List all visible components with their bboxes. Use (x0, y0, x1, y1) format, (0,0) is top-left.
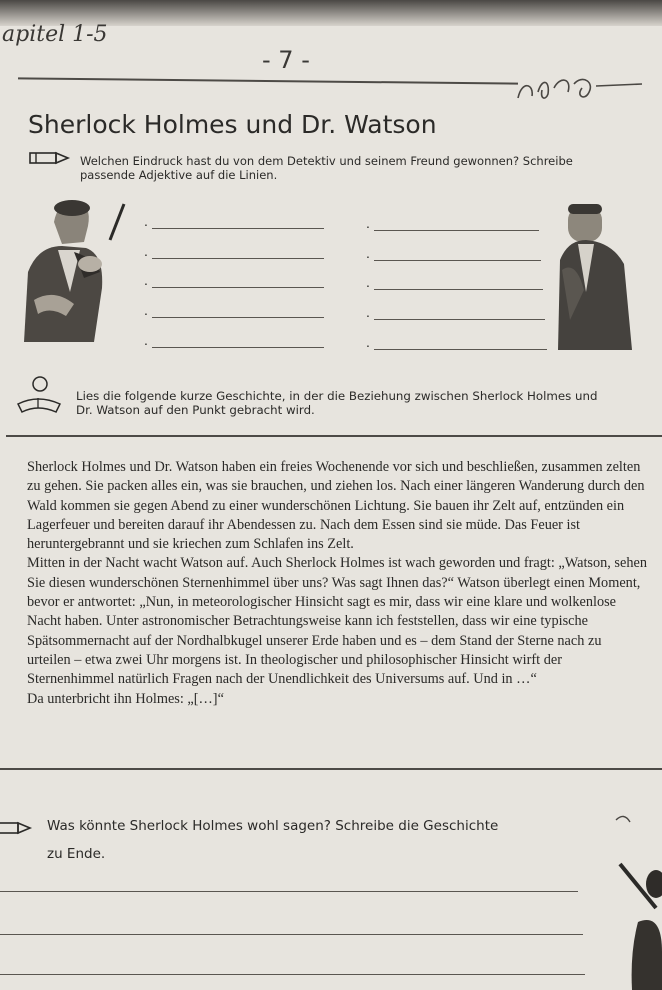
answer-line[interactable] (152, 316, 324, 318)
task1-line2: passende Adjektive auf die Linien. (80, 168, 278, 182)
story-paragraph: Sherlock Holmes und Dr. Watson haben ein freies Wochenende vor sich und beschließen, zusammen zelten zu gehen. Sie packen alles ein, was sie brauchen, und ziehen los. Nach einer längeren Wanderung durch den Wald kommen sie gegen Abend zu einer wunderschönen Lichtung. Sie bauen ihr Zelt auf, entzünden ein Lagerfeuer und bereiten darauf ihr Abendessen zu. Nach dem Essen sind sie müde. Das Feuer ist heruntergebrannt und sie kriechen zum Schlafen ins Zelt. (27, 459, 645, 553)
answer-line[interactable] (0, 890, 578, 892)
task2-line2: Dr. Watson auf den Punkt gebracht wird. (76, 403, 315, 417)
answer-line[interactable] (152, 227, 324, 229)
pencil-icon (0, 820, 36, 836)
answer-line[interactable] (0, 933, 583, 935)
story-text (27, 458, 647, 709)
bullet-dot: . (366, 304, 370, 320)
handwritten-note: apitel 1-5 (2, 22, 108, 47)
reading-glasses-icon (10, 374, 66, 414)
bullet-dot: . (366, 245, 370, 261)
bullet-dot: . (366, 274, 370, 290)
bullet-dot: . (366, 215, 370, 231)
bullet-dot: . (144, 243, 148, 259)
page-number: - 7 - (262, 46, 310, 74)
answer-line[interactable] (152, 257, 324, 259)
answer-line[interactable] (374, 229, 539, 231)
answer-line[interactable] (374, 259, 541, 261)
task1-line1: Welchen Eindruck hast du von dem Detektiv und seinem Freund gewonnen? Schreibe (80, 154, 573, 168)
answer-line[interactable] (152, 286, 324, 288)
pencil-icon (28, 150, 74, 166)
answer-line[interactable] (374, 318, 545, 320)
doodle-icon (512, 70, 652, 110)
story-paragraph: Da unterbricht ihn Holmes: „[…]“ (27, 690, 224, 707)
page-title: Sherlock Holmes und Dr. Watson (28, 110, 437, 139)
bullet-dot: . (144, 272, 148, 288)
task2-line1: Lies die folgende kurze Geschichte, in der die Beziehung zwischen Sherlock Holmes und (76, 389, 598, 403)
bullet-dot: . (144, 332, 148, 348)
bullet-dot: . (366, 334, 370, 350)
answer-line[interactable] (374, 348, 547, 350)
header-rule (18, 77, 518, 84)
story-top-rule (6, 435, 662, 437)
answer-line[interactable] (0, 973, 585, 975)
answer-line[interactable] (374, 288, 543, 290)
sherlock-holmes-illustration (14, 192, 132, 348)
bullet-dot: . (144, 302, 148, 318)
story-bottom-rule (0, 768, 662, 770)
task3-line1: Was könnte Sherlock Holmes wohl sagen? Schreibe die Geschichte (47, 818, 499, 834)
story-paragraph: Mitten in der Nacht wacht Watson auf. Auch Sherlock Holmes ist wach geworden und fragt: „Watson, sehen Sie diesen wunderschönen Sternenhimmel über uns? Was sagt Ihnen das?“ Watson überlegt einen Moment, bevor er antwortet: „Nun, in meteorologischer Hinsicht sagt es mir, dass wir eine klare und wolkenlose Nacht haben. Unter astronomischer Betrachtungsweise kann ich feststellen, dass wir eine typische Spätsommernacht auf der Nordhalbkugel unserer Erde haben und es – dem Stand der Sterne nach zu urteilen – etwa zwei Uhr morgens ist. In theologischer und philosophischer Hinsicht wirft der Sternenhimmel natürlich Fragen nach der Unendlichkeit des Universums auf. Und in …“ (27, 555, 647, 688)
answer-line[interactable] (152, 346, 324, 348)
bullet-dot: . (144, 213, 148, 229)
dr-watson-illustration (554, 200, 638, 352)
holmes-pipe-illustration (590, 812, 662, 990)
task3-line2: zu Ende. (47, 846, 106, 862)
